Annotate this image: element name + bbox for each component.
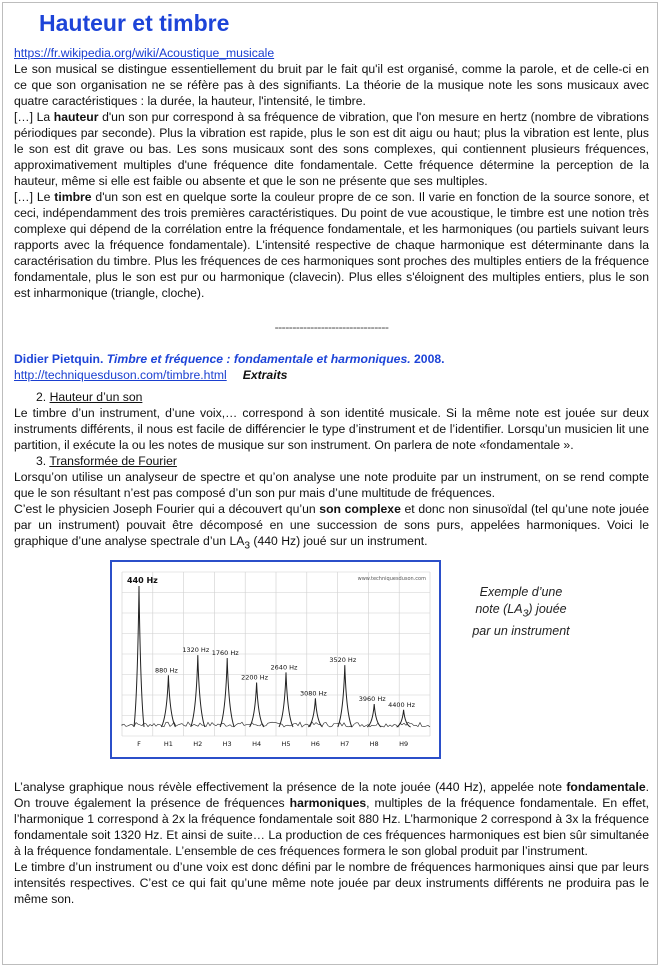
peak-label: 4400 Hz xyxy=(388,701,416,710)
analysis-lead: L’analyse graphique nous révèle effectivement la présence de la note jouée (440 Hz), appelée note xyxy=(14,780,567,795)
heading-2-number: 2. xyxy=(36,390,47,404)
extraits-label: Extraits xyxy=(242,368,288,382)
spectrum-peak xyxy=(134,586,144,727)
caption-sub: 3 xyxy=(522,608,529,620)
fourier-term: son complexe xyxy=(319,502,401,516)
caption-line-3: par un instrument xyxy=(472,623,570,638)
heading-fourier xyxy=(14,453,649,469)
spectrum-peak xyxy=(161,676,175,728)
heading-3-number: 3. xyxy=(36,454,47,468)
heading-3-text: Transformée de Fourier xyxy=(49,454,177,468)
spectrum-peak xyxy=(308,699,322,728)
peak-label: 3960 Hz xyxy=(358,695,386,704)
spectrum-peak xyxy=(250,683,264,728)
spectrum-peak xyxy=(279,673,293,728)
spectrum-peak xyxy=(220,658,234,727)
timbre-text: d'un son est en quelque sorte la couleur propre de ce son. Il varie en fonction de la source sonore, et ceci, indépendamment des trois premières caractéristiques. Du point de vue acoustique, le timbre est une notion très complexe qui dépend de la corrélation entre la fréquence fondamentale, et les harmoniques (ou partiels suivant leurs rapports avec la fréquence fondamentale). L'intensité respective de chaque harmonique est déterminante dans la caractérisation du timbre. Plus les fréquences de ces harmoniques sont proches des multiples entiers de la fréquence fondamentale, plus le son est pur ou harmonique (clavecin). Plus elles s'éloignent des multiples entiers, plus le son est inharmonique (triangle, cloche). xyxy=(14,190,649,300)
intro-paragraph: Le son musical se distingue essentiellement du bruit par le fait qu'il est organisé, comme la parole, et de celle-ci en ce que son organisation ne se réfère pas à des signifiants. La théorie de la musique note les sons musicaux avec quatre caractéristiques : la durée, la hauteur, l'intensité, le timbre. xyxy=(14,62,649,108)
wikipedia-link[interactable]: https://fr.wikipedia.org/wiki/Acoustique_musicale xyxy=(14,46,275,60)
fourier-lead: C’est le physicien Joseph Fourier qui a découvert qu’un xyxy=(14,502,320,516)
fourier-sub: 3 xyxy=(244,540,251,552)
hauteur-lead: […] La xyxy=(14,110,54,124)
caption-line-2-end: ) jouée xyxy=(528,602,567,617)
peak-label: 2640 Hz xyxy=(270,663,298,672)
peak-label: 1320 Hz xyxy=(182,646,210,655)
x-tick-label: H3 xyxy=(222,740,232,749)
x-tick-label: F xyxy=(137,740,141,749)
section-separator: -------------------------------- xyxy=(274,320,389,334)
peak-label: 1760 Hz xyxy=(211,649,239,658)
x-tick-label: H7 xyxy=(340,740,350,749)
analysis-rest: , multiples de la fréquence fondamentale. En effet, l’harmonique 1 correspond à 2x la fréquence fondamentale soit 880 Hz. L’harmonique 2 correspond à 3x la fréquence fondamentale soit 1320 Hz. Et ainsi de suite… La production de ces fréquences harmoniques est bien sûr simultanée à la fréquence fondamentale. L’ensemble de ces fréquences formera le son global produit par l’instrument. xyxy=(14,796,649,859)
conclusion-paragraph: Le timbre d’un instrument ou d’une voix est donc défini par le nombre de fréquences harmoniques ainsi que par leurs intensités respectives. C’est ce qui fait qu’une même note jouée par deux instruments différents ne produira pas le même son. xyxy=(14,860,649,907)
source-line xyxy=(14,367,649,383)
figure-row xyxy=(14,556,649,761)
caption-line-2 xyxy=(459,601,583,623)
analysis-mid: . On trouve également la présence de fréquences xyxy=(14,780,649,811)
spectrum-svg xyxy=(112,562,439,757)
hauteur-term: hauteur xyxy=(53,110,99,124)
chart-caption xyxy=(459,584,583,640)
x-tick-label: H6 xyxy=(310,740,320,749)
page-title: Hauteur et timbre xyxy=(39,10,230,36)
chart-watermark: www.techniquesduson.com xyxy=(357,576,426,583)
work-title: Timbre et fréquence : fondamentale et harmoniques. xyxy=(106,352,411,366)
document-page xyxy=(2,2,658,965)
spectrum-chart xyxy=(110,560,441,759)
techniquesduson-link[interactable]: http://techniquesduson.com/timbre.html xyxy=(14,368,227,382)
x-tick-label: H9 xyxy=(399,740,409,749)
timbre-lead: […] Le xyxy=(14,190,55,204)
spectrum-peak xyxy=(191,656,205,728)
x-tick-label: H1 xyxy=(163,740,173,749)
fourier-end: (440 Hz) joué sur un instrument. xyxy=(250,534,428,548)
citation-header xyxy=(14,351,649,367)
peak-label: 880 Hz xyxy=(155,666,178,675)
author-name: Didier Pietquin. xyxy=(14,352,104,366)
harmoniques-term: harmoniques xyxy=(289,796,367,811)
caption-line-2-start: note (LA xyxy=(475,602,523,617)
heading-2-text: Hauteur d’un son xyxy=(49,390,143,404)
analysis-paragraph xyxy=(14,779,649,859)
fondamentale-term: fondamentale xyxy=(566,780,646,795)
timbre-identity-paragraph: Le timbre d’un instrument, d’une voix,… correspond à son identité musicale. Si la même note est jouée sur deux instruments différents, il nous est facile de différencier le type d’instrument et de l’identifier. Lorsqu’un musicien lit une partition, il exécute la ou les notes de musique sur son instrument. On parlera de note «fondamentale ». xyxy=(14,406,649,452)
timbre-term: timbre xyxy=(54,190,92,204)
spectrum-peak xyxy=(397,710,411,727)
spectrum-analyzer-paragraph: Lorsqu’on utilise un analyseur de spectre et qu’on analyse une note produite par un instrument, on se rend compte que le son résultant n’est pas composé d’un son pur mais d’une multitude de fréquences. xyxy=(14,470,649,500)
caption-line-1: Exemple d’une xyxy=(479,585,563,600)
hauteur-text: d'un son pur correspond à sa fréquence de vibration, que l'on mesure en hertz (nombre de vibrations périodiques par seconde). Plus la vibration est rapide, plus le son est dit aigu ou haut; plus la vibration est lente, plus le son est dit grave ou bas. Les sons musicaux sont des sons complexes, qui contiennent plusieurs fréquences, approximativement multiples d'une fréquence dite fondamentale. Cette fréquence détermine la perception de la hauteur, même si elle est faible ou absente et que le son ne présente que ses multiples. xyxy=(14,110,649,188)
timbre-paragraph xyxy=(14,189,649,301)
peak-label: 3520 Hz xyxy=(329,656,357,665)
fourier-text: et donc non sinusoïdal (tel qu’une note jouée par un instrument) pouvait être décomposé en une succession de sons purs, appelées harmoniques. Voici le graphique d’une analyse spectrale d’un LA xyxy=(14,502,650,548)
heading-hauteur-son xyxy=(14,389,649,405)
x-tick-label: H4 xyxy=(252,740,262,749)
publication-year: 2008. xyxy=(414,352,445,366)
x-tick-label: H5 xyxy=(281,740,291,749)
peak-label: 3080 Hz xyxy=(299,689,327,698)
x-tick-label: H8 xyxy=(369,740,379,749)
hauteur-paragraph xyxy=(14,109,649,189)
fourier-paragraph xyxy=(14,501,649,554)
peak-label: 2200 Hz xyxy=(241,673,269,682)
x-tick-label: H2 xyxy=(193,740,203,749)
peak-label: 440 Hz xyxy=(127,576,158,586)
